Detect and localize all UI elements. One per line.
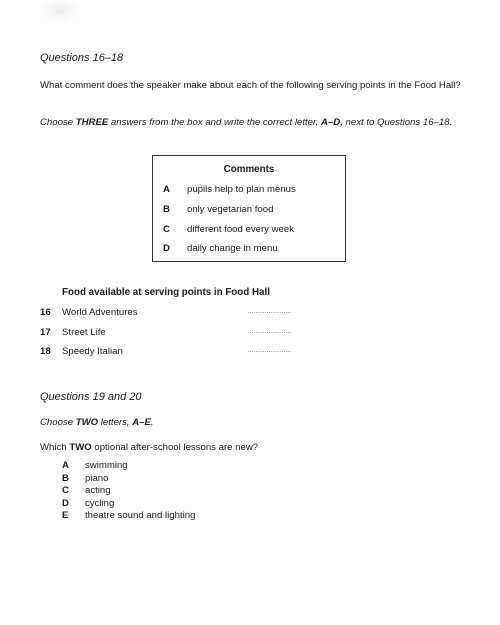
option-text: cycling	[85, 497, 115, 509]
comment-text: pupils help to plan menus	[187, 184, 296, 195]
option-item[interactable]	[62, 473, 195, 486]
option-letter: B	[62, 472, 69, 484]
option-text: swimming	[85, 460, 128, 471]
question-number: 18	[40, 346, 51, 357]
comment-option	[163, 204, 273, 215]
comment-option	[163, 184, 296, 195]
option-item[interactable]	[62, 460, 195, 473]
option-letter: A	[62, 460, 69, 471]
option-text: acting	[85, 485, 111, 497]
options-list	[62, 460, 195, 523]
question-text-19-20: Which TWO optional after-school lessons are new?	[40, 442, 259, 453]
comment-letter: D	[163, 243, 170, 254]
comment-option	[163, 224, 294, 235]
question-row-18	[40, 346, 460, 357]
comment-letter: A	[163, 184, 170, 195]
comment-text: different food every week	[187, 224, 295, 235]
option-item[interactable]	[62, 510, 195, 523]
option-item[interactable]	[62, 485, 195, 498]
answer-blank[interactable]: .......................	[248, 348, 291, 354]
serving-point-label: Speedy Italian	[62, 346, 123, 357]
comments-box-title: Comments	[223, 164, 275, 175]
comments-box	[152, 155, 346, 262]
answer-blank[interactable]: .......................	[248, 329, 291, 335]
serving-point-label: Street Life	[62, 327, 106, 338]
serving-point-label: World Adventures	[62, 307, 138, 318]
option-letter: D	[62, 497, 69, 509]
comment-text: only vegetarian food	[187, 204, 274, 215]
instruction-19-20: Choose TWO letters, A–E.	[40, 417, 154, 428]
option-letter: E	[62, 510, 69, 522]
option-item[interactable]	[62, 498, 195, 511]
section-heading-19-20: Questions 19 and 20	[40, 391, 142, 403]
comment-text: daily change in menu	[187, 243, 278, 254]
option-text: theatre sound and lighting	[85, 510, 196, 522]
question-number: 16	[40, 307, 51, 318]
question-row-17	[40, 327, 460, 338]
comment-letter: B	[163, 204, 170, 215]
comment-letter: C	[163, 224, 170, 235]
question-row-16	[40, 307, 460, 318]
option-text: piano	[85, 472, 109, 484]
food-table-title: Food available at serving points in Food Hall	[62, 287, 270, 298]
question-number: 17	[40, 327, 51, 338]
comment-option	[163, 243, 278, 254]
answer-blank[interactable]: .......................	[248, 309, 291, 315]
instruction-16-18: Choose THREE answers from the box and write the correct letter, A–D, next to Questions 16–18.	[40, 117, 453, 128]
scan-smudge	[40, 0, 80, 22]
section-heading-16-18: Questions 16–18	[40, 52, 124, 64]
question-text-16-18: What comment does the speaker make about each of the following serving points in the Food Hall?	[40, 80, 461, 91]
option-letter: C	[62, 485, 69, 497]
